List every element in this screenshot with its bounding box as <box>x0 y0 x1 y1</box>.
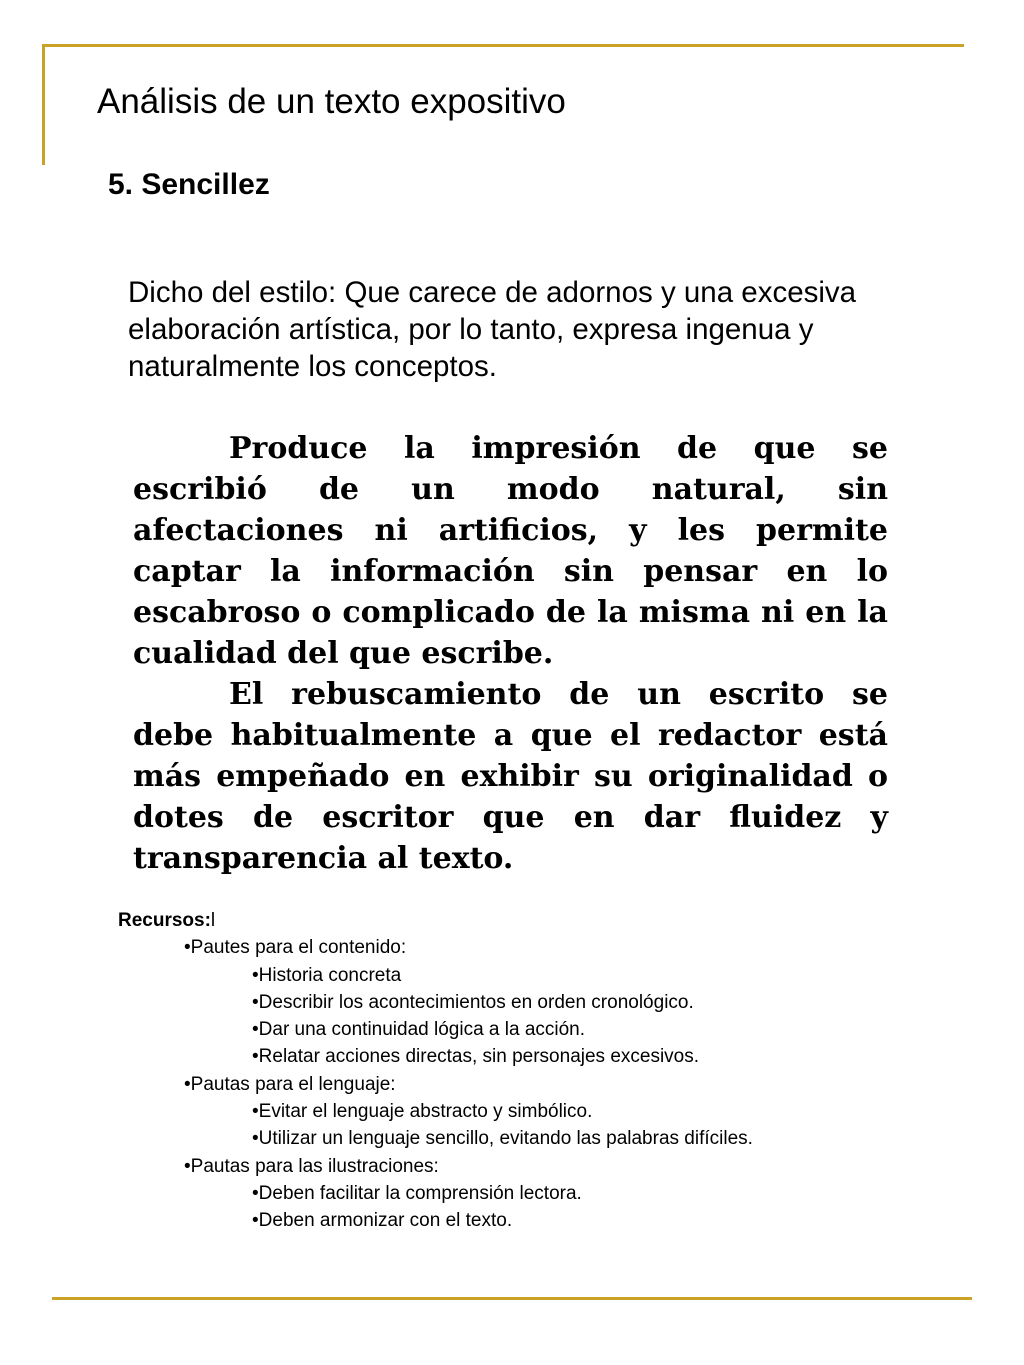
resource-group-title: •Pautas para el lenguaje: <box>184 1073 396 1095</box>
resource-item: •Utilizar un lenguaje sencillo, evitando las palabras difíciles. <box>252 1128 753 1150</box>
slide-title: Análisis de un texto expositivo <box>97 82 566 121</box>
resources-heading <box>118 907 978 934</box>
section-heading: 5. Sencillez <box>108 168 270 201</box>
resource-item: •Deben armonizar con el texto. <box>252 1210 513 1232</box>
resources-list <box>118 907 978 1235</box>
frame-top-line <box>42 44 964 47</box>
resource-group-title: •Pautas para las ilustraciones: <box>184 1155 439 1177</box>
definition-text: Dicho del estilo: Que carece de adornos y una excesiva elaboración artística, por lo tanto, expresa ingenua y naturalmente los conceptos. <box>128 276 857 383</box>
frame-bottom-line <box>52 1297 972 1300</box>
resources-label-suffix: l <box>210 910 216 931</box>
resource-group-title: •Pautes para el contenido: <box>184 937 407 959</box>
resource-item: •Deben facilitar la comprensión lectora. <box>252 1182 582 1204</box>
resource-item: •Historia concreta <box>252 964 402 986</box>
resource-item: •Dar una continuidad lógica a la acción. <box>252 1019 586 1041</box>
resources-label: Recursos: <box>118 910 211 931</box>
body-paragraph: El rebuscamiento de un escrito se debe habitualmente a que el redactor está más empeñado en exhibir su originalidad o dotes de escritor que en dar fluidez y transparencia al texto. <box>133 677 888 876</box>
resource-item: •Evitar el lenguaje abstracto y simbólico. <box>252 1101 593 1123</box>
resource-item: •Relatar acciones directas, sin personajes excesivos. <box>252 1046 700 1068</box>
body-text <box>133 428 888 879</box>
body-paragraph: Produce la impresión de que se escribió de un modo natural, sin afectaciones ni artificios, y les permite captar la información sin pensar en lo escabroso o complicado de la misma ni en la cualidad del que escribe. <box>133 431 888 671</box>
resource-item: •Describir los acontecimientos en orden cronológico. <box>252 991 694 1013</box>
frame-left-line <box>42 44 45 165</box>
